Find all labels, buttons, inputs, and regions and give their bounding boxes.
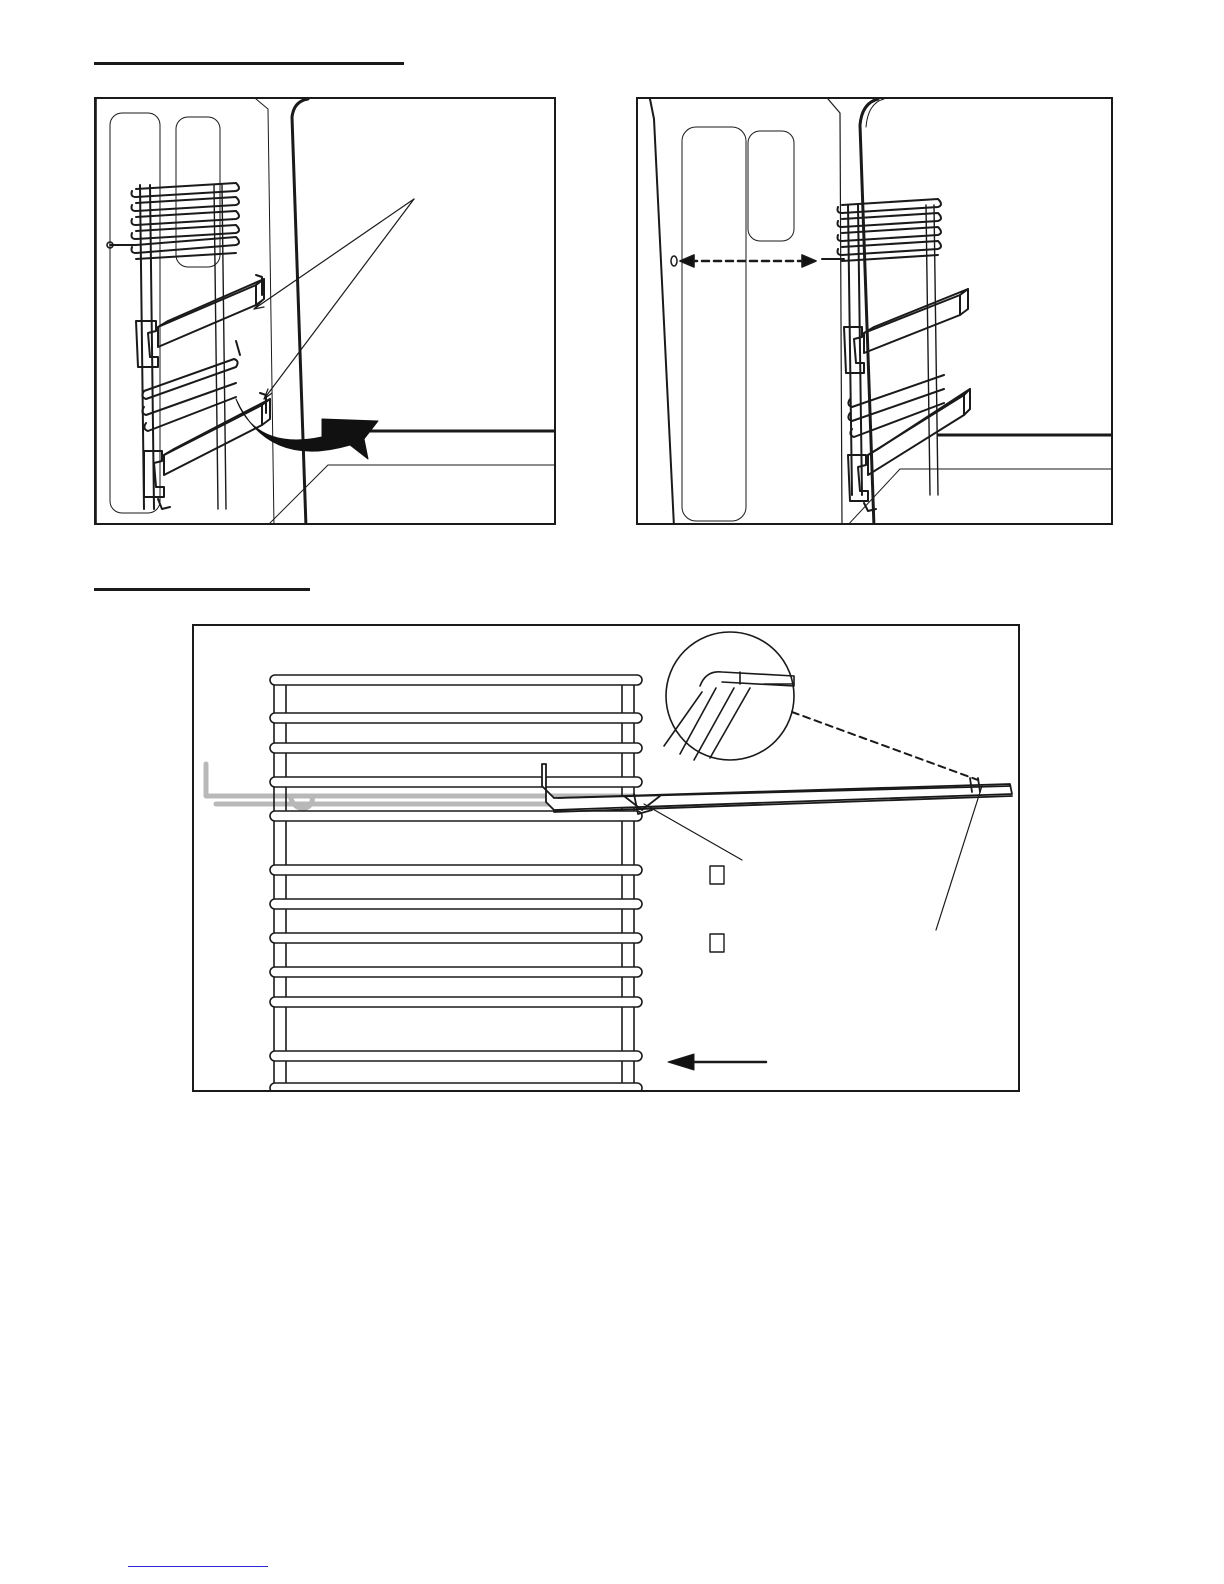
figure-panel-peg [636, 97, 1113, 525]
footer-link[interactable] [128, 1550, 268, 1570]
rack-wire-rungs-top [838, 199, 942, 261]
rack-runner-lower [848, 389, 970, 511]
magnifier-circle-icon [664, 632, 794, 760]
shelf-bar [270, 743, 642, 753]
shelf-bar [270, 997, 642, 1007]
section-rule-top [94, 62, 404, 65]
double-dashed-arrow-icon [680, 255, 816, 267]
oven-back-wall [292, 99, 308, 525]
oven-side-wall [650, 99, 674, 525]
callout-leader-hook [644, 804, 742, 860]
step-box-1 [710, 866, 724, 884]
shelf-bars [270, 675, 642, 1092]
rack-runner-upper [844, 289, 968, 373]
rack-runner-upper [136, 275, 264, 367]
shelf-bar [270, 1051, 642, 1061]
shelf-bar [270, 865, 642, 875]
shelf-bar [270, 713, 642, 723]
rack-runner-lower [144, 393, 270, 509]
left-arrow-icon [668, 1054, 766, 1070]
magnifier-leader [792, 712, 978, 780]
side-runner [542, 764, 1012, 814]
shelf-bar [270, 967, 642, 977]
footer-link-underline [128, 1566, 268, 1567]
shelf-side-right [622, 678, 634, 1092]
shelf-bar [270, 675, 642, 685]
step-box-2 [710, 934, 724, 952]
figure-panel-shelf [192, 624, 1020, 1092]
figure-panel-removal [94, 97, 556, 525]
callout-leader-lower [264, 199, 414, 399]
wall-hole [671, 256, 677, 266]
shelf-bar [270, 933, 642, 943]
section-rule-middle [94, 588, 310, 591]
wall-panel-right [748, 131, 794, 241]
oven-floor-perspective [846, 469, 1113, 525]
shelf-side-left [274, 678, 286, 1092]
oven-back-edge [256, 99, 274, 525]
shelf-bar [270, 811, 642, 821]
oven-floor-perspective [266, 465, 556, 525]
shelf-bar [270, 1083, 642, 1092]
callout-leader-upper [254, 199, 414, 309]
shelf-bar [270, 899, 642, 909]
callout-leader-end [936, 786, 982, 930]
shelf-bar [270, 777, 642, 787]
wall-panel-left [682, 127, 746, 521]
